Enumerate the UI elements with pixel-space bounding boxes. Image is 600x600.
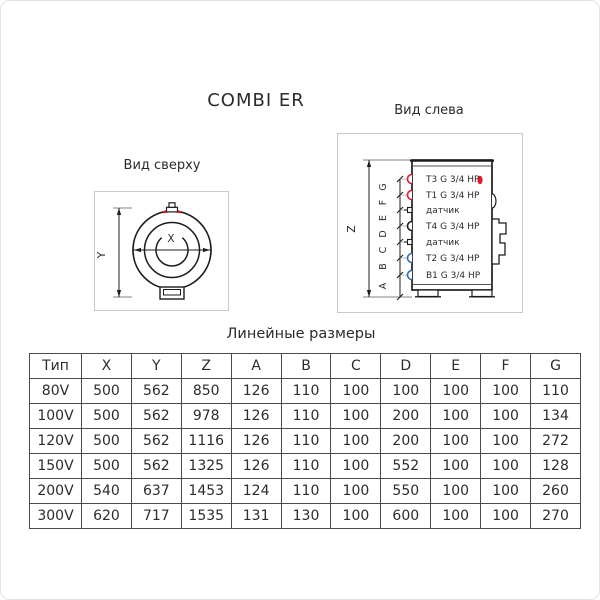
table-row bbox=[30, 479, 581, 504]
table-title: Линейные размеры bbox=[226, 326, 376, 342]
table-cell: 260 bbox=[531, 479, 581, 504]
arrowhead-icon bbox=[367, 290, 371, 297]
table-cell-type: 150V bbox=[30, 454, 82, 479]
table-cell: 200 bbox=[381, 404, 431, 429]
dim-label-y: Y bbox=[95, 251, 108, 259]
chain-letter: B bbox=[378, 263, 389, 270]
table-cell: 1453 bbox=[181, 479, 231, 504]
top-view-drawing bbox=[95, 192, 228, 310]
table-cell: 850 bbox=[181, 379, 231, 404]
connection-stub-t1 bbox=[408, 191, 413, 200]
dim-label-z: Z bbox=[345, 225, 358, 233]
table-header-cell: B bbox=[281, 354, 331, 379]
table-cell: 110 bbox=[281, 404, 331, 429]
table-cell: 100 bbox=[331, 379, 381, 404]
table-cell: 562 bbox=[131, 404, 181, 429]
table-header-cell: F bbox=[481, 354, 531, 379]
table-cell: 100 bbox=[331, 454, 381, 479]
connection-label: датчик bbox=[426, 238, 460, 248]
table-header-cell: Тип bbox=[30, 354, 82, 379]
table-row bbox=[30, 429, 581, 454]
table-header-cell: A bbox=[231, 354, 281, 379]
table-cell: 1325 bbox=[181, 454, 231, 479]
table-cell: 500 bbox=[82, 429, 132, 454]
table-cell: 620 bbox=[82, 504, 132, 529]
table-cell: 126 bbox=[231, 429, 281, 454]
table-header-cell: D bbox=[381, 354, 431, 379]
table-cell: 562 bbox=[131, 429, 181, 454]
dim-label-x: X bbox=[167, 233, 175, 245]
table-cell: 126 bbox=[231, 404, 281, 429]
connection-label: T4 G 3/4 HP bbox=[426, 222, 480, 232]
connection-stub-t2 bbox=[408, 254, 413, 263]
table-cell: 550 bbox=[381, 479, 431, 504]
left-view-title: Вид слева bbox=[394, 103, 464, 118]
table-cell: 717 bbox=[131, 504, 181, 529]
table-cell: 600 bbox=[381, 504, 431, 529]
connection-label: B1 G 3/4 HP bbox=[426, 271, 481, 281]
table-cell: 200 bbox=[381, 429, 431, 454]
chain-letter: D bbox=[378, 230, 389, 238]
table-cell: 100 bbox=[431, 379, 481, 404]
table-cell: 100 bbox=[331, 504, 381, 529]
table-header-cell: E bbox=[431, 354, 481, 379]
chain-letter: G bbox=[378, 183, 389, 191]
top-view-box bbox=[94, 191, 229, 311]
table-cell: 100 bbox=[431, 454, 481, 479]
mounting-bracket bbox=[492, 219, 506, 264]
table-cell: 100 bbox=[331, 429, 381, 454]
connection-stub-b1 bbox=[408, 271, 412, 280]
table-cell: 100 bbox=[431, 429, 481, 454]
table-row bbox=[30, 504, 581, 529]
table-cell: 1535 bbox=[181, 504, 231, 529]
table-cell: 978 bbox=[181, 404, 231, 429]
dimensions-table bbox=[29, 353, 581, 529]
tank-foot bbox=[418, 290, 438, 297]
table-cell: 124 bbox=[231, 479, 281, 504]
chain-letter: A bbox=[378, 282, 389, 290]
connection-label: T2 G 3/4 HP bbox=[426, 254, 480, 264]
arrowhead-icon bbox=[117, 208, 121, 215]
connection-stub-t4 bbox=[408, 222, 413, 231]
right-edge-boss bbox=[492, 194, 496, 208]
chain-letter: F bbox=[378, 199, 389, 206]
table-cell: 128 bbox=[531, 454, 581, 479]
top-fitting-knob bbox=[169, 203, 175, 208]
connection-label: датчик bbox=[426, 206, 460, 216]
connection-label: T3 G 3/4 HP bbox=[426, 175, 480, 185]
sensor-stub bbox=[404, 240, 412, 245]
table-cell: 126 bbox=[231, 454, 281, 479]
table-cell: 100 bbox=[331, 404, 381, 429]
table-cell: 100 bbox=[481, 404, 531, 429]
table-cell: 110 bbox=[281, 429, 331, 454]
table-cell: 270 bbox=[531, 504, 581, 529]
table-cell-type: 200V bbox=[30, 479, 82, 504]
table-cell: 100 bbox=[481, 504, 531, 529]
table-cell: 110 bbox=[531, 379, 581, 404]
table-cell: 110 bbox=[281, 454, 331, 479]
top-view-title: Вид сверху bbox=[123, 158, 201, 173]
table-cell-type: 100V bbox=[30, 404, 82, 429]
table-cell: 100 bbox=[431, 404, 481, 429]
table-cell: 100 bbox=[481, 379, 531, 404]
table-header-cell: Z bbox=[181, 354, 231, 379]
table-cell: 100 bbox=[431, 479, 481, 504]
table-cell: 500 bbox=[82, 404, 132, 429]
table-cell: 272 bbox=[531, 429, 581, 454]
table-cell: 110 bbox=[281, 379, 331, 404]
connection-stub-t3 bbox=[408, 175, 413, 184]
dimensions-table-head-row bbox=[30, 354, 581, 379]
table-cell: 126 bbox=[231, 379, 281, 404]
chain-letter: E bbox=[378, 214, 389, 222]
dimensions-table-body bbox=[30, 379, 581, 529]
top-fitting-base bbox=[167, 207, 178, 212]
table-cell: 100 bbox=[481, 479, 531, 504]
table-cell: 637 bbox=[131, 479, 181, 504]
table-row bbox=[30, 379, 581, 404]
table-cell: 100 bbox=[481, 454, 531, 479]
table-cell: 540 bbox=[82, 479, 132, 504]
chain-letter: C bbox=[378, 246, 389, 254]
table-header-cell: G bbox=[531, 354, 581, 379]
table-cell-type: 120V bbox=[30, 429, 82, 454]
table-cell: 562 bbox=[131, 379, 181, 404]
connection-label: T1 G 3/4 HP bbox=[426, 191, 480, 201]
left-view-drawing bbox=[338, 134, 522, 312]
table-cell: 1116 bbox=[181, 429, 231, 454]
table-cell: 100 bbox=[381, 379, 431, 404]
sensor-stub bbox=[404, 208, 412, 213]
table-cell: 110 bbox=[281, 479, 331, 504]
table-row bbox=[30, 454, 581, 479]
table-cell: 500 bbox=[82, 454, 132, 479]
table-cell: 130 bbox=[281, 504, 331, 529]
table-header-cell: X bbox=[82, 354, 132, 379]
table-cell-type: 80V bbox=[30, 379, 82, 404]
table-cell: 562 bbox=[131, 454, 181, 479]
table-cell: 552 bbox=[381, 454, 431, 479]
bottom-bracket-inner bbox=[164, 290, 181, 296]
table-cell-type: 300V bbox=[30, 504, 82, 529]
table-cell: 100 bbox=[331, 479, 381, 504]
product-title: COMBI ER bbox=[207, 90, 305, 111]
table-cell: 100 bbox=[431, 504, 481, 529]
table-cell: 100 bbox=[481, 429, 531, 454]
table-cell: 134 bbox=[531, 404, 581, 429]
table-cell: 131 bbox=[231, 504, 281, 529]
table-header-cell: Y bbox=[131, 354, 181, 379]
table-cell: 500 bbox=[82, 379, 132, 404]
table-header-cell: C bbox=[331, 354, 381, 379]
tank-foot bbox=[472, 290, 492, 297]
table-row bbox=[30, 404, 581, 429]
arrowhead-icon bbox=[117, 290, 121, 297]
left-view-box bbox=[337, 133, 523, 313]
arrowhead-icon bbox=[367, 160, 371, 167]
